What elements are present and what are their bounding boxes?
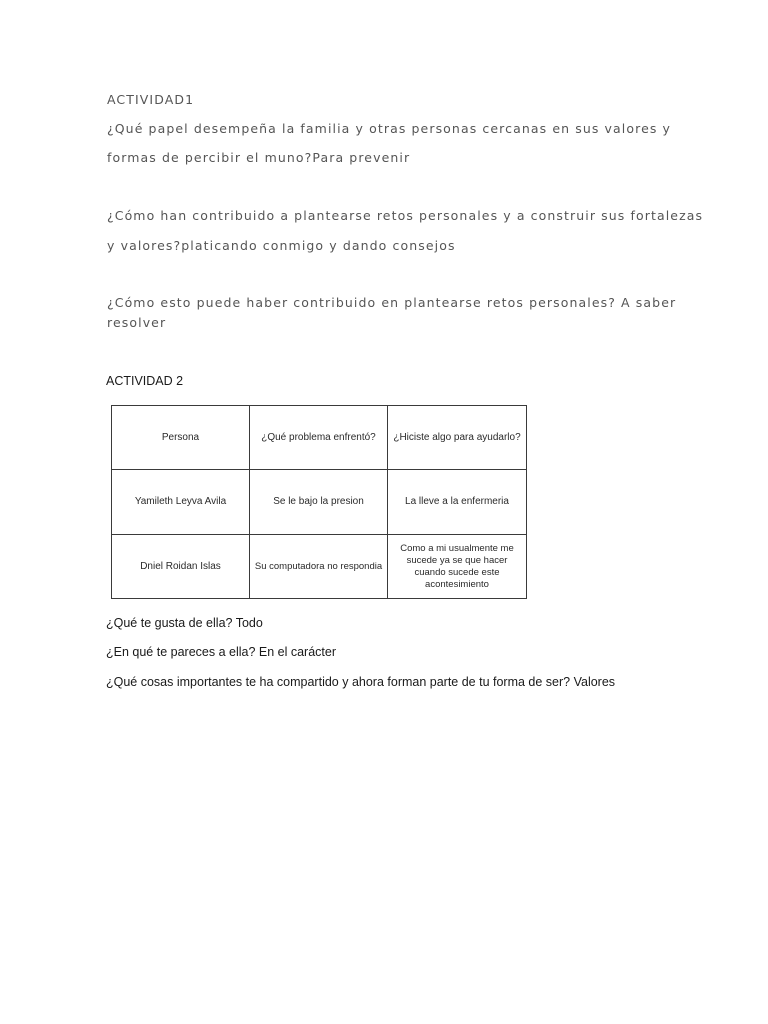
activity1-question1-line2: formas de percibir el muno?Para prevenir (107, 150, 411, 165)
table-cell: La lleve a la enfermeria (388, 470, 527, 535)
table-cell: Dniel Roidan Islas (112, 535, 250, 599)
table-row (112, 470, 527, 535)
activity2-question2: ¿En qué te pareces a ella? En el carácter (106, 645, 336, 659)
table-header-cell: Persona (112, 406, 250, 470)
activity2-title: ACTIVIDAD 2 (106, 374, 184, 388)
activity2-question3: ¿Qué cosas importantes te ha compartido y ahora forman parte de tu forma de ser? Valores (106, 675, 616, 689)
activity1-question1-line1: ¿Qué papel desempeña la familia y otras personas cercanas en sus valores y (107, 121, 672, 136)
activity1-question2-line1: ¿Cómo han contribuido a plantearse retos personales y a construir sus fortalezas (107, 208, 704, 223)
activity1-question2-line2: y valores?platicando conmigo y dando consejos (107, 238, 456, 253)
activity1-title: ACTIVIDAD1 (107, 92, 195, 107)
table-cell: Yamileth Leyva Avila (112, 470, 250, 535)
activity1-question3-line1: ¿Cómo esto puede haber contribuido en plantearse retos personales? A saber (107, 295, 677, 310)
table-cell: Su computadora no respondia (250, 535, 388, 599)
activity2-question1: ¿Qué te gusta de ella? Todo (106, 616, 263, 630)
activity2-table (111, 405, 527, 599)
table-header-cell: ¿Hiciste algo para ayudarlo? (388, 406, 527, 470)
table-cell: Como a mi usualmente me sucede ya se que hacer cuando sucede este acontesimiento (388, 535, 527, 599)
table-cell: Se le bajo la presion (250, 470, 388, 535)
table-header-cell: ¿Qué problema enfrentó? (250, 406, 388, 470)
table-row (112, 535, 527, 599)
activity1-question3-line2: resolver (107, 315, 167, 330)
table-header-row (112, 406, 527, 470)
